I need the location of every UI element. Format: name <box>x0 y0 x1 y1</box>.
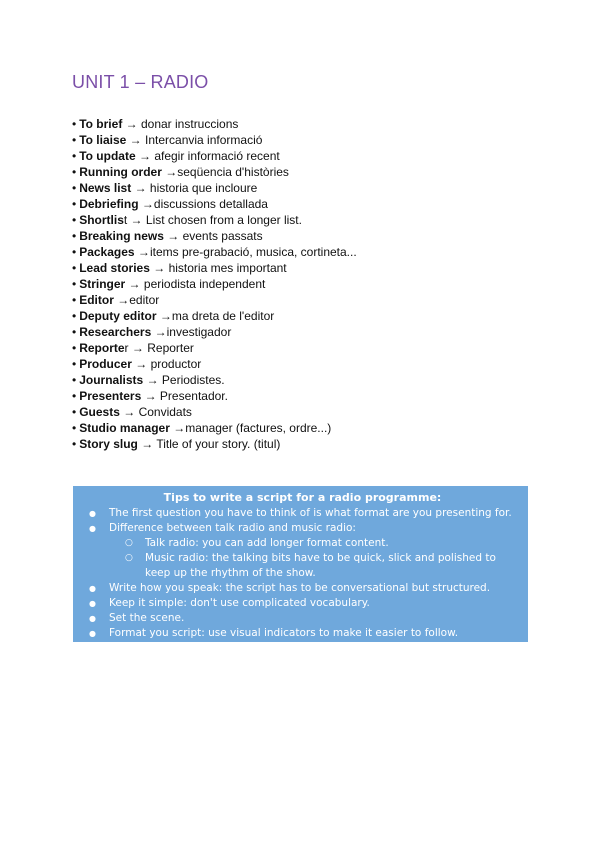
arrow-icon: → <box>131 357 148 371</box>
glossary-term: To update <box>79 149 136 163</box>
glossary-definition: editor <box>129 293 160 307</box>
glossary-term: Guests <box>79 405 120 419</box>
arrow-icon: → <box>128 341 144 355</box>
glossary-item <box>72 420 357 436</box>
arrow-icon: → <box>156 309 172 323</box>
bullet-mark: • <box>72 325 77 339</box>
bullet-mark: • <box>72 405 77 419</box>
glossary-item <box>72 308 357 324</box>
glossary-definition: events passats <box>179 229 263 243</box>
glossary-item <box>72 388 357 404</box>
arrow-icon: → <box>135 149 151 163</box>
glossary-item <box>72 404 357 420</box>
glossary-definition: periodista independent <box>140 277 266 291</box>
page-title: UNIT 1 – RADIO <box>72 72 209 92</box>
glossary-term: Deputy editor <box>79 309 157 323</box>
tip-text: Difference between talk radio and music radio: <box>109 522 356 534</box>
glossary-term: Lead stories <box>79 261 150 275</box>
tips-box <box>73 486 528 642</box>
bullet-mark: • <box>72 181 77 195</box>
glossary-term: Editor <box>79 293 114 307</box>
bullet-mark: • <box>72 293 77 307</box>
glossary-definition: historia que incloure <box>146 181 258 195</box>
bullet-mark: • <box>72 213 77 227</box>
glossary-term: To brief <box>79 117 123 131</box>
glossary-item <box>72 372 357 388</box>
arrow-icon: → <box>149 261 166 275</box>
glossary-definition: items pre-grabació, musica, cortineta... <box>149 245 357 259</box>
glossary-term: Running order <box>79 165 162 179</box>
glossary-term-rest: t <box>123 213 128 227</box>
glossary-term: Presenters <box>79 389 142 403</box>
tip-sub-item: ○ Music radio: the talking bits have to be quick, slick and polished to keep up the rhythm of the show. <box>109 551 518 581</box>
bullet-mark: • <box>72 165 77 179</box>
glossary-definition: donar instruccions <box>137 117 239 131</box>
glossary-term-rest: r <box>124 341 129 355</box>
glossary-term: To liaise <box>79 133 127 147</box>
glossary-term: Stringer <box>79 277 126 291</box>
arrow-icon: → <box>126 133 142 147</box>
tip-sub-list <box>87 536 518 581</box>
arrow-icon: → <box>138 197 154 211</box>
bullet-mark: • <box>72 117 77 131</box>
glossary-item <box>72 148 357 164</box>
arrow-icon: → <box>131 181 147 195</box>
glossary-definition: Convidats <box>135 405 192 419</box>
glossary-item <box>72 228 357 244</box>
glossary-item <box>72 132 357 148</box>
tip-text: Write how you speak: the script has to be conversational but structured. <box>109 582 491 594</box>
glossary-list <box>72 116 357 452</box>
glossary-term: News list <box>79 181 132 195</box>
arrow-icon: → <box>134 245 150 259</box>
arrow-icon: → <box>125 277 141 291</box>
arrow-icon: → <box>119 405 136 419</box>
arrow-icon: → <box>143 373 159 387</box>
glossary-term: Journalists <box>79 373 144 387</box>
glossary-term: Packages <box>79 245 135 259</box>
glossary-definition: seqüencia d'històries <box>177 165 289 179</box>
tip-item <box>87 611 518 626</box>
tips-title: Tips to write a script for a radio programme: <box>163 491 442 504</box>
arrow-icon: → <box>163 229 180 243</box>
bullet-mark: • <box>72 341 77 355</box>
tip-item <box>87 581 518 596</box>
glossary-definition: Presentador. <box>156 389 228 403</box>
tip-text: Set the scene. <box>109 612 185 624</box>
tip-item <box>87 626 518 641</box>
arrow-icon: → <box>137 437 154 451</box>
bullet-mark: • <box>72 197 77 211</box>
arrow-icon: → <box>169 421 186 435</box>
glossary-definition: historia mes important <box>165 261 287 275</box>
arrow-icon: → <box>151 325 167 339</box>
glossary-definition: discussions detallada <box>153 197 268 211</box>
tip-text: The first question you have to think of is what format are you presenting for. <box>109 507 512 519</box>
glossary-item <box>72 116 357 132</box>
glossary-term: Debriefing <box>79 197 139 211</box>
glossary-definition: afegir informació recent <box>150 149 280 163</box>
glossary-item <box>72 212 357 228</box>
bullet-mark: • <box>72 229 77 243</box>
glossary-definition: ma dreta de l'editor <box>171 309 275 323</box>
bullet-mark: • <box>72 149 77 163</box>
glossary-item <box>72 164 357 180</box>
glossary-term: Breaking news <box>79 229 164 243</box>
glossary-term: Studio manager <box>79 421 170 435</box>
glossary-term: Story slug <box>79 437 138 451</box>
glossary-item <box>72 292 357 308</box>
glossary-term: Reporte <box>79 341 125 355</box>
bullet-mark: • <box>72 309 77 323</box>
tip-text: Keep it simple: don't use complicated vocabulary. <box>109 597 370 609</box>
glossary-item <box>72 180 357 196</box>
glossary-definition: Intercanvia informació <box>141 133 263 147</box>
glossary-item <box>72 356 357 372</box>
bullet-mark: • <box>72 357 77 371</box>
bullet-mark: • <box>72 245 77 259</box>
arrow-icon: → <box>141 389 157 403</box>
tip-text: Format you script: use visual indicators to make it easier to follow. <box>109 627 459 639</box>
bullet-mark: • <box>72 437 77 451</box>
glossary-definition: productor <box>147 357 202 371</box>
arrow-icon: → <box>161 165 178 179</box>
arrow-icon: → <box>127 213 143 227</box>
glossary-definition: Periodistes. <box>158 373 225 387</box>
glossary-item <box>72 276 357 292</box>
tip-item <box>87 521 518 581</box>
bullet-mark: • <box>72 373 77 387</box>
glossary-term: Producer <box>79 357 132 371</box>
bullet-mark: • <box>72 133 77 147</box>
bullet-mark: • <box>72 261 77 275</box>
tip-item <box>87 506 518 521</box>
arrow-icon: → <box>122 117 138 131</box>
glossary-item <box>72 260 357 276</box>
tip-item <box>87 596 518 611</box>
glossary-term: Shortlis <box>79 213 124 227</box>
glossary-definition: List chosen from a longer list. <box>142 213 302 227</box>
glossary-item <box>72 244 357 260</box>
tips-list <box>87 506 518 641</box>
glossary-definition: Title of your story. (titul) <box>153 437 281 451</box>
arrow-icon: → <box>113 293 130 307</box>
glossary-term: Researchers <box>79 325 152 339</box>
tip-sub-item: ○ Talk radio: you can add longer format content. <box>109 536 518 551</box>
glossary-definition: manager (factures, ordre...) <box>185 421 332 435</box>
glossary-definition: Reporter <box>143 341 194 355</box>
glossary-item <box>72 340 357 356</box>
glossary-item <box>72 324 357 340</box>
glossary-item <box>72 196 357 212</box>
bullet-mark: • <box>72 277 77 291</box>
bullet-mark: • <box>72 389 77 403</box>
bullet-mark: • <box>72 421 77 435</box>
glossary-definition: investigador <box>166 325 232 339</box>
glossary-item <box>72 436 357 452</box>
